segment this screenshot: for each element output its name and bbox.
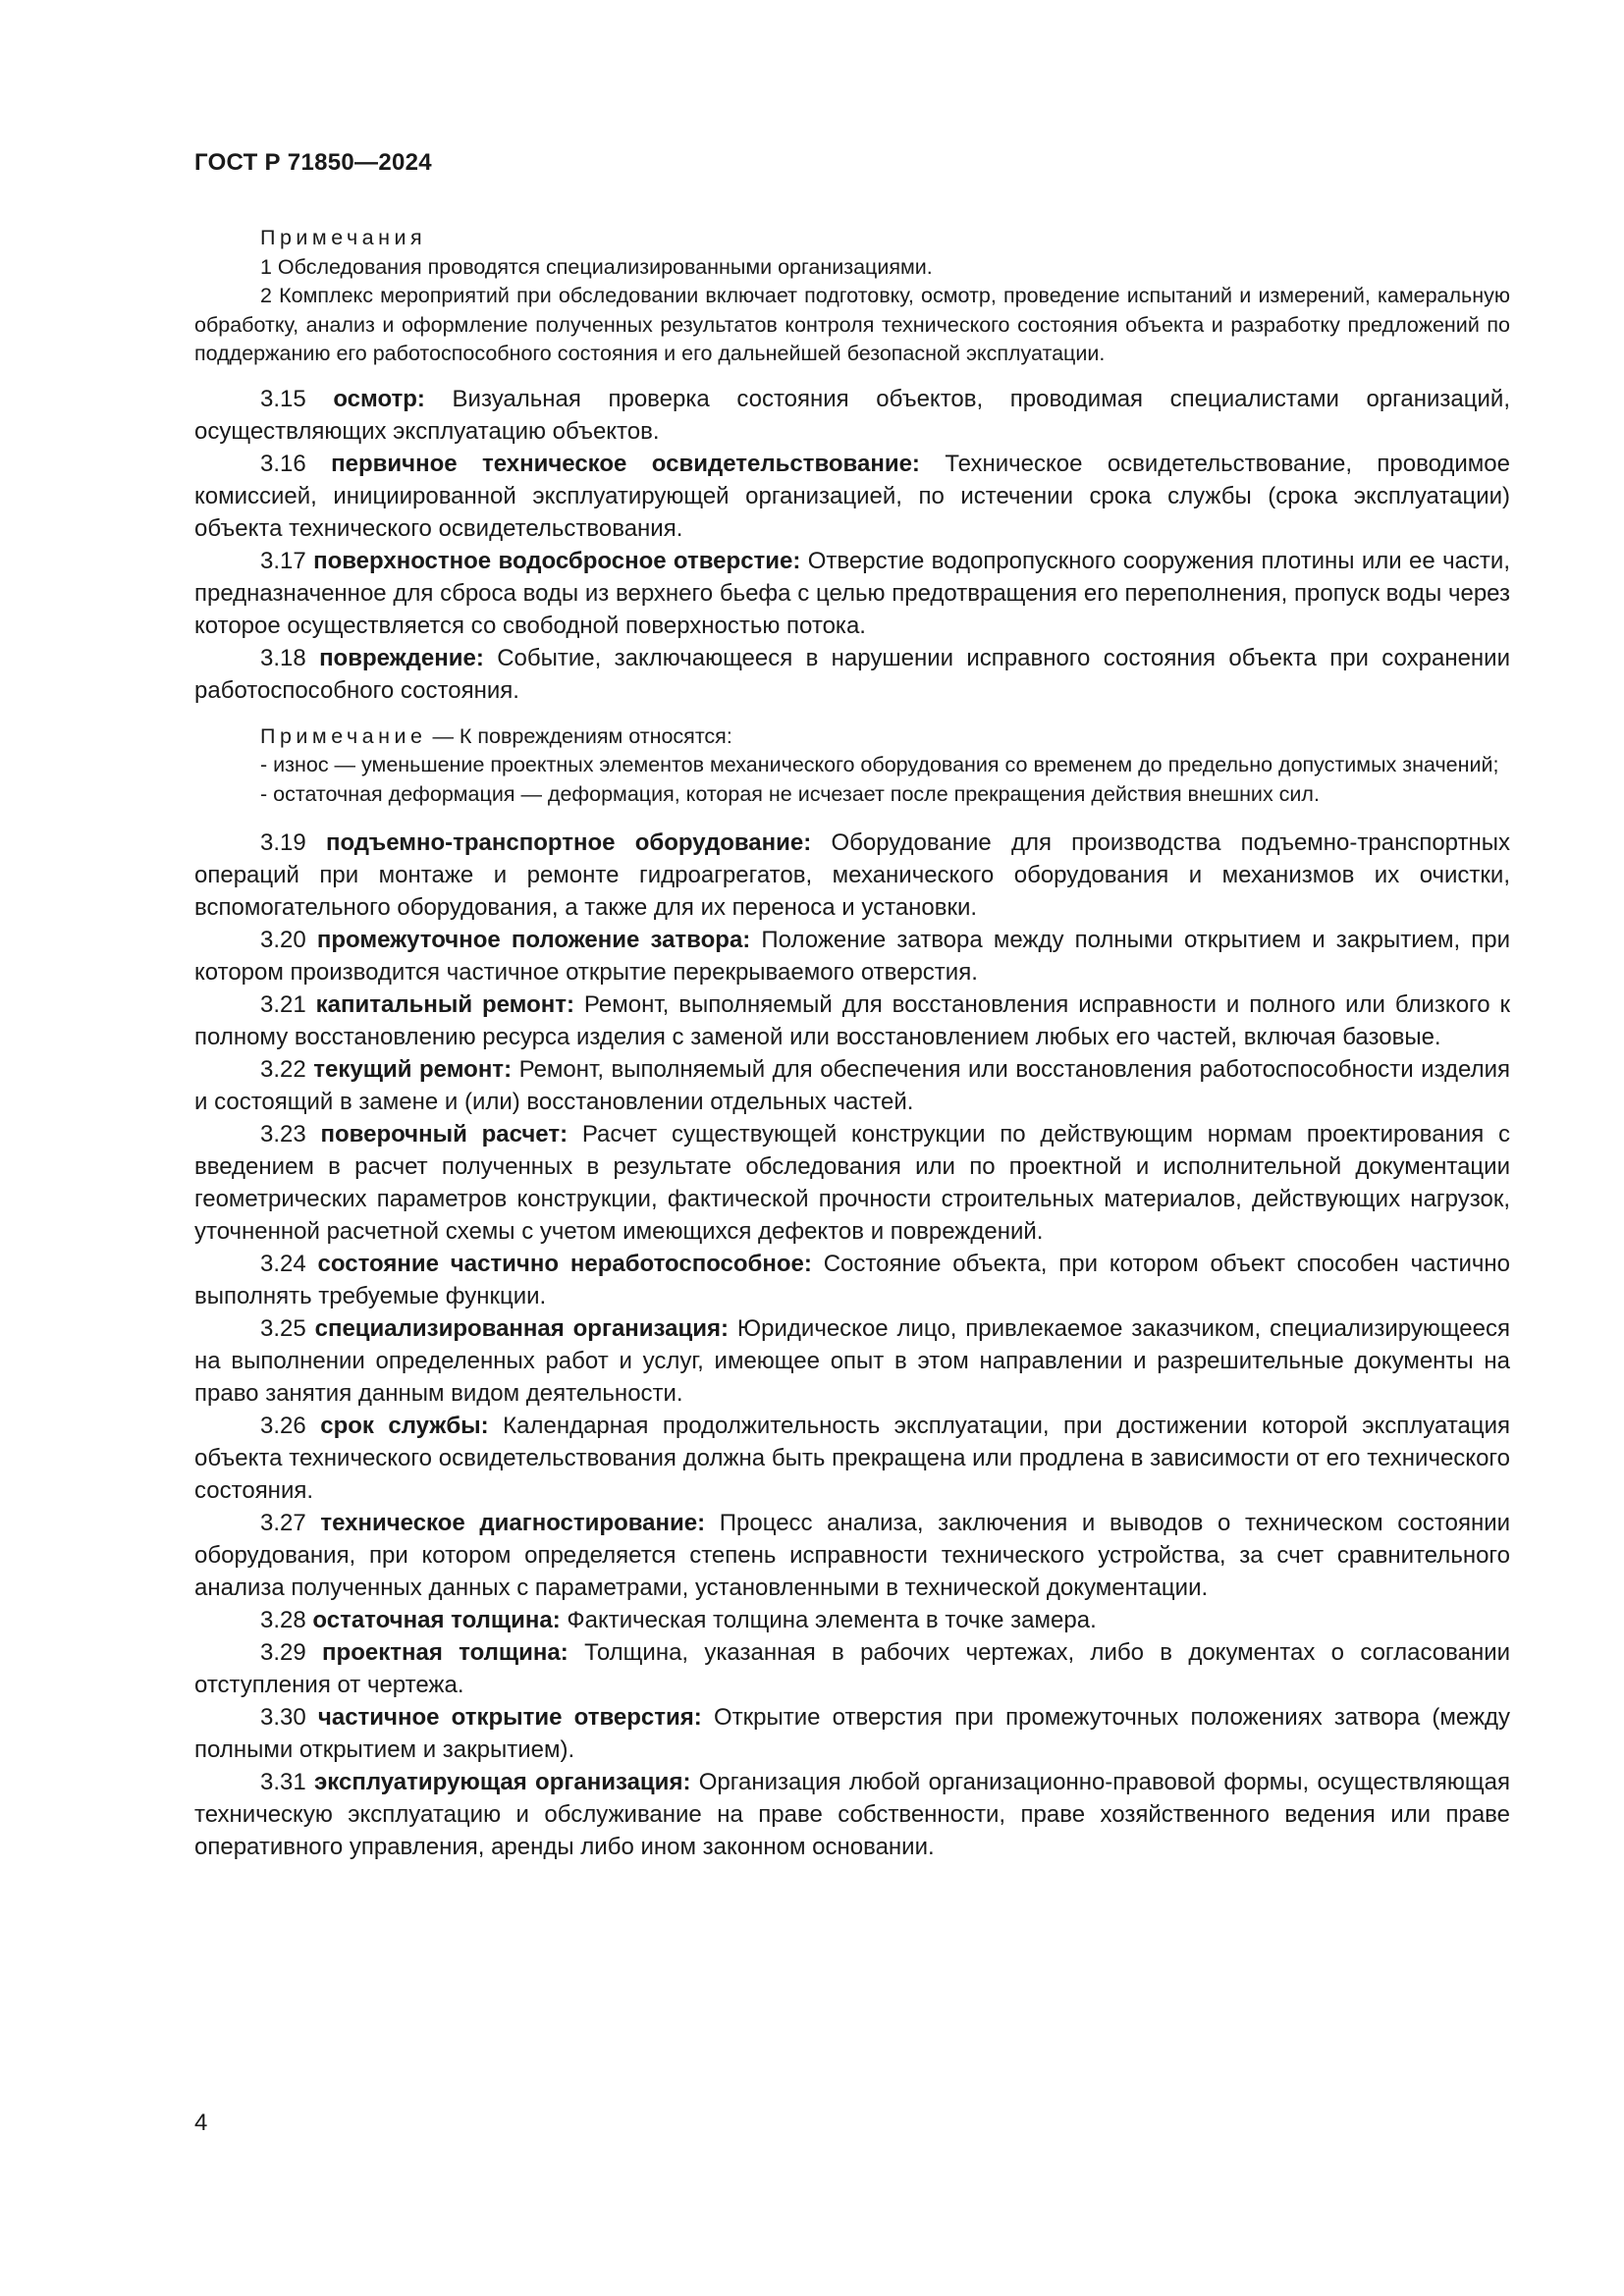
term-name: текущий ремонт: — [313, 1056, 513, 1083]
note-item: 2 Комплекс мероприятий при обследовании включает подготовку, осмотр, проведение испытаний и измерений, камеральную обработку, анализ и оформление полученных результатов контроля технического состояния объекта и разработку предложений по поддержанию его работоспособного состояния и его дальнейшей безопасной эксплуатации. — [194, 284, 1510, 365]
term-definition: Визуальная проверка состояния объектов, проводимая специалистами организаций, осуществляющих эксплуатацию объектов. — [194, 385, 1510, 445]
term-number: 3.16 — [260, 450, 306, 477]
note-item: - остаточная деформация — деформация, которая не исчезает после прекращения действия внешних сил. — [260, 781, 1320, 806]
term-definition: Состояние объекта, при котором объект способен частично выполнять требуемые функции. — [194, 1251, 1510, 1309]
term-number: 3.31 — [260, 1769, 306, 1795]
term-definition: Событие, заключающееся в нарушении исправного состояния объекта при сохранении работоспособного состояния. — [194, 644, 1510, 704]
term-entry — [194, 1312, 1510, 1410]
term-number: 3.15 — [260, 385, 306, 412]
note-item: 1 Обследования проводятся специализированными организациями. — [260, 254, 933, 279]
note-heading — [194, 722, 1510, 752]
term-definition: Календарная продолжительность эксплуатации, при достижении которой эксплуатация объекта технического освидетельствования должна быть прекращена или продлена в зависимости от его технического состояния. — [194, 1413, 1511, 1504]
term-definition: Положение затвора между полными открытием и закрытием, при котором производится частичное открытие перекрываемого отверстия. — [194, 927, 1511, 986]
term-name: поверочный расчет: — [320, 1121, 568, 1148]
term-name: поверхностное водосбросное отверстие: — [313, 547, 801, 574]
term-name: техническое диагностирование: — [320, 1510, 706, 1536]
page-number: 4 — [194, 2109, 208, 2136]
document-header: ГОСТ Р 71850—2024 — [194, 149, 432, 176]
term-number: 3.24 — [260, 1251, 306, 1277]
term-entry — [194, 1410, 1510, 1507]
term-name: срок службы: — [320, 1413, 489, 1439]
term-name: осмотр: — [333, 385, 425, 412]
term-entry — [194, 1507, 1510, 1604]
term-name: состояние частично неработоспособное: — [317, 1251, 812, 1277]
term-number: 3.27 — [260, 1510, 306, 1536]
term-definition: Толщина, указанная в рабочих чертежах, либо в документах о согласовании отступления от чертежа. — [194, 1639, 1511, 1698]
term-entry — [194, 1604, 1510, 1636]
term-name: остаточная толщина: — [312, 1607, 561, 1633]
term-number: 3.28 — [260, 1607, 306, 1633]
term-number: 3.22 — [260, 1056, 306, 1083]
term-entry — [194, 827, 1510, 924]
term-entry — [194, 924, 1510, 988]
term-name: повреждение: — [319, 644, 484, 671]
notes-block-1 — [194, 224, 1510, 369]
term-number: 3.19 — [260, 829, 306, 856]
term-entry — [194, 545, 1510, 642]
term-definition: Ремонт, выполняемый для восстановления исправности и полного или близкого к полному восстановлению ресурса изделия с заменой или восстановлением любых его частей, включая базовые. — [194, 991, 1511, 1050]
term-definition: Процесс анализа, заключения и выводов о техническом состоянии оборудования, при котором определяется степень исправности технического устройства, за счет сравнительного анализа полученных данных с параметрами, установленными в технической документации. — [194, 1510, 1511, 1601]
note-text: — К повреждениям относятся: — [432, 723, 732, 748]
term-entry — [194, 1053, 1510, 1118]
term-number: 3.21 — [260, 991, 306, 1018]
term-name: специализированная организация: — [314, 1315, 730, 1342]
term-name: эксплуатирующая организация: — [314, 1769, 691, 1795]
term-entry — [194, 1766, 1510, 1863]
note-label: Примечание — [260, 723, 427, 748]
term-number: 3.29 — [260, 1639, 306, 1666]
term-entry — [194, 988, 1510, 1053]
term-number: 3.20 — [260, 927, 306, 953]
term-name: промежуточное положение затвора: — [316, 927, 751, 953]
term-number: 3.17 — [260, 547, 306, 574]
terms-list-b — [194, 827, 1510, 1863]
term-name: капитальный ремонт: — [315, 991, 575, 1018]
term-definition: Оборудование для производства подъемно-транспортных операций при монтаже и ремонте гидроагрегатов, механического оборудования и механизмов их очистки, вспомогательного оборудования, а также для их переноса и установки. — [194, 829, 1510, 921]
page-content — [194, 224, 1510, 1863]
term-name: первичное техническое освидетельствование: — [331, 450, 920, 477]
term-entry — [194, 642, 1510, 707]
notes-block-2 — [194, 722, 1510, 810]
term-number: 3.26 — [260, 1413, 306, 1439]
term-number: 3.23 — [260, 1121, 306, 1148]
term-entry — [194, 1248, 1510, 1312]
term-name: проектная толщина: — [322, 1639, 568, 1666]
term-definition: Ремонт, выполняемый для обеспечения или восстановления работоспособности изделия и состоящий в замене и (или) восстановлении отдельных частей. — [194, 1056, 1511, 1115]
term-definition: Юридическое лицо, привлекаемое заказчиком, специализирующееся на выполнении определенных работ и услуг, имеющее опыт в этом направлении и разрешительные документы на право занятия данным видом деятельности. — [194, 1315, 1510, 1407]
term-entry — [194, 383, 1510, 448]
term-entry — [194, 1701, 1510, 1766]
term-name: подъемно-транспортное оборудование: — [325, 829, 812, 856]
term-definition: Техническое освидетельствование, проводимое комиссией, инициированной эксплуатирующей организацией, по истечении срока службы (срока эксплуатации) объекта технического освидетельствования. — [194, 450, 1510, 542]
term-entry — [194, 1636, 1510, 1701]
term-number: 3.25 — [260, 1315, 306, 1342]
term-definition: Организация любой организационно-правовой формы, осуществляющая техническую эксплуатацию и обслуживание на праве собственности, праве хозяйственного ведения или праве оперативного управления, аренды либо ином законном основании. — [194, 1769, 1510, 1860]
term-entry — [194, 448, 1510, 545]
term-definition: Открытие отверстия при промежуточных положениях затвора (между полными открытием и закрытием). — [194, 1704, 1511, 1763]
notes-title: Примечания — [260, 226, 427, 249]
term-definition: Фактическая толщина элемента в точке замера. — [567, 1607, 1097, 1633]
term-definition: Расчет существующей конструкции по действующим нормам проектирования с введением в расчет полученных в результате обследования или по проектной и исполнительной документации геометрических параметров конструкции, фактической прочности строительных материалов, действующих нагрузок, уточненной расчетной схемы с учетом имеющихся дефектов и повреждений. — [194, 1121, 1510, 1245]
term-number: 3.18 — [260, 644, 306, 671]
terms-list-a — [194, 383, 1510, 707]
term-entry — [194, 1118, 1510, 1248]
term-name: частичное открытие отверстия: — [317, 1704, 702, 1731]
term-definition: Отверстие водопропускного сооружения плотины или ее части, предназначенное для сброса воды из верхнего бьефа с целью предотвращения его переполнения, пропуск воды через которое осуществляется со свободной поверхностью потока. — [194, 547, 1510, 639]
note-item: - износ — уменьшение проектных элементов механического оборудования со временем до предельно допустимых значений; — [260, 753, 1499, 776]
term-number: 3.30 — [260, 1704, 306, 1731]
